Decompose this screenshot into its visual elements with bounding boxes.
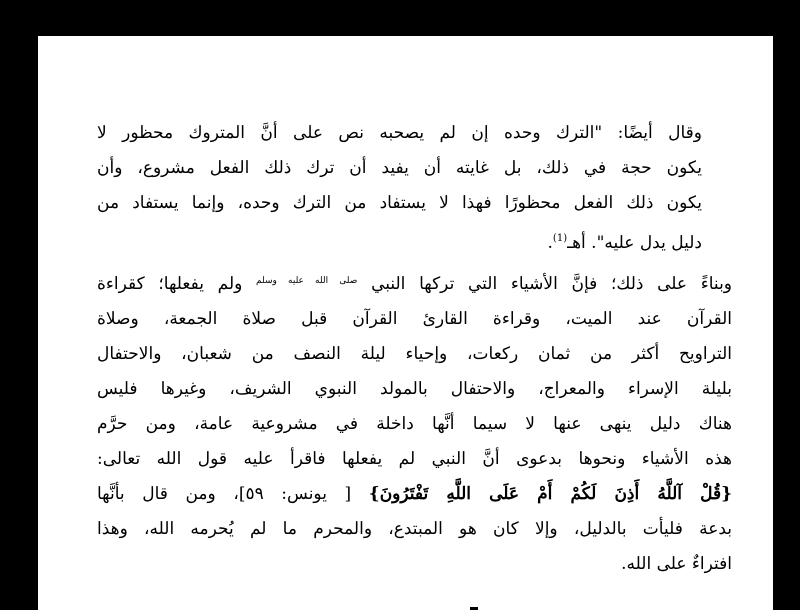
footnote-marker: (1) [552, 233, 568, 244]
document-body [97, 116, 732, 582]
paragraph-2-line-8: بدعة فليأت بالدليل، وإلا كان هو المبتدع، والمحرم ما لم يُحرمه الله، وهذا [97, 519, 732, 539]
paragraph-2-line-1 [97, 264, 732, 302]
paragraph-2-line-9: افتراءٌ على الله. [621, 554, 732, 574]
document-page [38, 36, 773, 610]
paragraph-2-line-5: هناك دليل ينهى عنها لا سيما أنَّها داخلة في مشروعية عامة، ومن حرَّم [97, 414, 732, 434]
paragraph-1-line-4-end: . [547, 233, 553, 253]
paragraph-1-line-3: يكون ذلك الفعل محظورًا فهذا لا يستفاد من الترك وحده، وإنما يستفاد من [97, 193, 702, 213]
paragraph-2-line-7 [97, 477, 732, 512]
quran-verse: {قُلْ آللَّهُ أَذِنَ لَكُمْ أَمْ عَلَى اللَّهِ تَفْتَرُونَ} [368, 484, 733, 504]
paragraph-1-line-4 [97, 221, 732, 261]
paragraph-1 [97, 116, 732, 261]
paragraph-1-line-4-text: دليل يدل عليه". أهـ [567, 233, 702, 253]
paragraph-2 [97, 264, 732, 582]
paragraph-2-line-1-part-2: ولم يفعلها؛ كقراءة [97, 274, 243, 294]
paragraph-2-line-1-part-1: وبناءً على ذلك؛ فإنَّ الأشياء التي تركها النبي [371, 274, 733, 294]
paragraph-1-line-2: يكون حجة في ذلك، بل غايته أن يفيد أن ترك ذلك الفعل مشروع، وأن [97, 158, 702, 178]
paragraph-1-line-1: وقال أيضًا: "الترك وحده إن لم يصحبه نص على أنَّ المتروك محظور لا [97, 123, 702, 143]
honorific-salawat: صلى الله عليه وسلم [256, 276, 358, 286]
paragraph-2-line-2: القرآن عند الميت، وقراءة القارئ القرآن قبل صلاة الجمعة، وصلاة [97, 309, 732, 329]
quran-citation: [ يونس: ٥٩]، ومن قال بأنَّها [97, 484, 369, 504]
paragraph-2-line-6: هذه الأشياء ونحوها بدعوى أنَّ النبي لم يفعلها فاقرأ عليه قول الله تعالى: [97, 449, 732, 469]
paragraph-2-line-3: التراويح أكثر من ثمان ركعات، وإحياء ليلة النصف من شعبان، والاحتفال [97, 344, 732, 364]
paragraph-2-line-4: بليلة الإسراء والمعراج، والاحتفال بالمولد النبوي الشريف، وغيرها فليس [97, 379, 732, 399]
